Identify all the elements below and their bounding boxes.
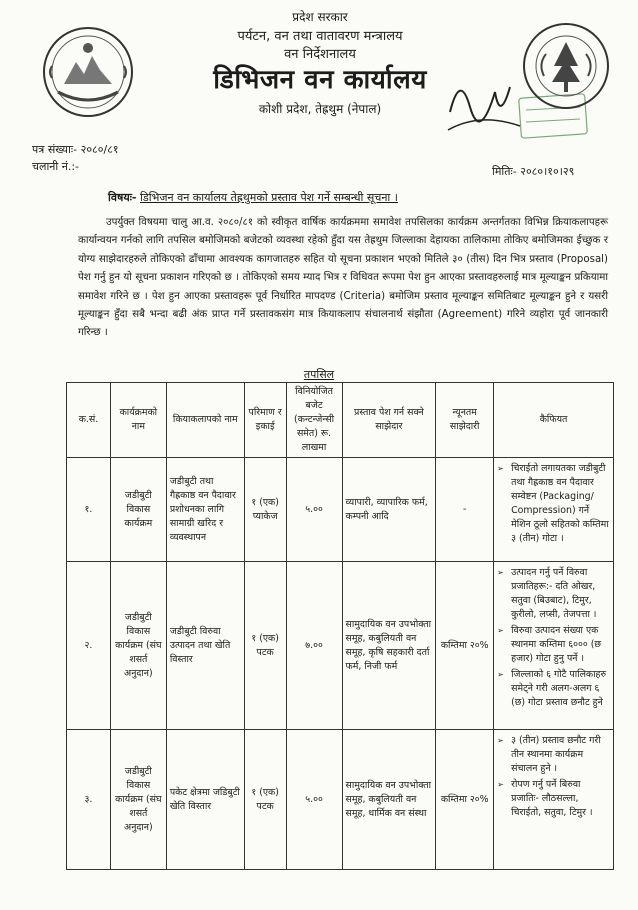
remark-item: ➢ ३ (तीन) प्रस्ताव छनौट गरी तीन स्थानमा कार्यक्रम संचालन हुने ।: [509, 734, 610, 776]
remark-item: ➢ रोपण गर्नु पर्ने बिरुवा प्रजातिः- लौठसल्ला, चिराईतो, सतुवा, टिमुर ।: [509, 778, 610, 820]
table-row: [67, 562, 614, 730]
cell-budget: ५.००: [286, 458, 342, 562]
col-header-share: न्यूनतम साझेदारी: [436, 383, 494, 458]
header-ministry: पर्यटन, वन तथा वातावरण मन्त्रालय: [237, 29, 403, 44]
cell-quantity: १ (एक) पटक: [244, 730, 286, 870]
col-header-budget: विनियोजित बजेट (कन्टन्जेन्सी समेत) रू. लाखमा: [286, 383, 342, 458]
schedule-heading: तपसिल: [303, 368, 335, 381]
table-row: [67, 458, 614, 562]
cell-remarks: [494, 730, 614, 870]
cell-sn: ३.: [67, 730, 111, 870]
dispatch-number: चलानी नं.:-: [32, 160, 80, 173]
col-header-quantity: परिमाण र इकाई: [244, 383, 286, 458]
cell-program: जडीबुटी विकास कार्यक्रम (संघ शसर्त अनुदान): [110, 562, 166, 730]
remark-item: ➢ जिल्लाको ६ गोटै पालिकाहरु समेट्ने गरी अलग-अलग ६ (छ) गोटा प्रस्ताव छनौट हुने: [509, 668, 610, 710]
notice-body: उपर्युक्त विषयमा चालु आ.व. २०८०/८१ को स्वीकृत वार्षिक कार्यक्रममा समावेश तपसिलका कार्यक्रम अन्तर्गतका विभिन्न क्रियाकलापहरू कार्यान्वयन गर्नको लागि तपसिल बमोजिमको बजेटको व्यवस्था रहेको हुँदा यस तेह्रथुम जिल्लाका देहायका तालिकामा तोकिए बमोजिमका ईच्छुक र योग्य साझेदारहरुले तोकिएको ढाँचामा आवश्यक कागजातहरु सहित यो सूचना प्रकाशन भएको मितिले ३० (तीस) दिन भित्र प्रस्ताव (Proposal) पेश गर्नु हुन यो सूचना प्रकाशन गरिएको छ । तोकिएको समय म्याद भित्र र विधिवत रूपमा पेश हुन आएका प्रस्तावहरुलाई मात्र मूल्याङ्कन प्रकियामा समावेश गरिने छ । पेश हुन आएका प्रस्तावहरू पूर्व निर्धारित मापदण्ड (Criteria) बमोजिम प्रस्ताव मूल्याङ्कन समितिबाट मूल्याङ्कन हुने र यसरी मूल्याङ्कन हुँदा सबै भन्दा बढी अंक प्राप्त गर्ने प्रस्तावकसंग मात्र कियाकलाप संचालनार्थ संझौता (Agreement) गरिने व्यहोरा पूर्व जानकारी गरिन्छ ।: [78, 217, 608, 339]
nepal-emblem-icon: [38, 22, 138, 122]
col-header-partner: प्रस्ताव पेश गर्न सक्ने साझेदार: [342, 383, 436, 458]
cell-activity: पकेट क्षेत्रमा जडिबुटी खेति विस्तार: [166, 730, 244, 870]
cell-share: कम्तिमा २०%: [436, 562, 494, 730]
header-directorate: वन निर्देशनालय: [284, 47, 356, 62]
col-header-remarks: कैफियत: [494, 383, 614, 458]
cell-sn: १.: [67, 458, 111, 562]
cell-share: -: [436, 458, 494, 562]
cell-partner: सामुदायिक वन उपभोक्ता समूह, कबुलियती वन समूह, धार्मिक वन संस्था: [342, 730, 436, 870]
cell-budget: ७.००: [286, 562, 342, 730]
cell-quantity: १ (एक) प्याकेज: [244, 458, 286, 562]
cell-partner: सामुदायिक वन उपभोक्ता समूह, कबुलियती वन समूह, कृषि सहकारी दर्ता फर्म, निजी फर्म: [342, 562, 436, 730]
header-office-title: डिभिजन वन कार्यालय: [213, 65, 427, 95]
cell-partner: व्यापारी, व्यापारिक फर्म, कम्पनी आदि: [342, 458, 436, 562]
cell-budget: ५.००: [286, 730, 342, 870]
subject-label: विषयः-: [108, 191, 137, 204]
cell-quantity: १ (एक) पटक: [244, 562, 286, 730]
letter-date: मितिः- २०८०।१०।२९: [492, 165, 575, 178]
cell-activity: जडीबुटी विरुवा उत्पादन तथा खेति विस्तार: [166, 562, 244, 730]
program-table: [66, 382, 614, 870]
cell-activity: जडीबुटी तथा गैह्रकाष्ठ वन पैदावार प्रशोधनका लागि सामाग्री खरिद र व्यवस्थापन: [166, 458, 244, 562]
remark-item: ➢ विरुवा उत्पादन संख्या एक स्थानमा कम्तिमा ६००० (छ हजार) गोटा हुनु पर्ने ।: [509, 624, 610, 666]
header-address: कोशी प्रदेश, तेह्रथुम (नेपाल): [258, 102, 382, 116]
forest-office-logo-icon: [520, 20, 612, 112]
col-header-sn: क.सं.: [67, 383, 111, 458]
cell-sn: २.: [67, 562, 111, 730]
remark-item: ➢ चिराईतो लगायतका जडीबुटी तथा गैह्रकाष्ठ वन पैदावार सम्वेष्टन (Packaging/ Compression) गर्ने मेशिन ठूलो सहितको कम्तिमा ३ (तीन) गोटा ।: [509, 462, 610, 546]
cell-program: जडीबुटी विकास कार्यक्रम: [110, 458, 166, 562]
header-line1: प्रदेश सरकार: [292, 10, 348, 24]
col-header-program: कार्यक्रमको नाम: [110, 383, 166, 458]
table-header-row: [67, 383, 614, 458]
cell-remarks: [494, 458, 614, 562]
subject-text: डिभिजन वन कार्यालय तेह्रथुमको प्रस्ताव पेश गर्ने सम्बन्धी सूचना ।: [140, 191, 398, 204]
cell-program: जडीबुटी विकास कार्यक्रम (संघ शसर्त अनुदान): [110, 730, 166, 870]
table-row: [67, 730, 614, 870]
remark-item: ➢ उत्पादन गर्नु पर्ने विरुवा प्रजातिहरू:- दति ओखर, सतुवा (बिउबाट), टिमुर, कुरीलो, लप्सी, तेजपत्ता ।: [509, 566, 610, 622]
letter-number: पत्र संख्याः- २०८०/८१: [32, 143, 119, 156]
cell-remarks: [494, 562, 614, 730]
subject-line: [108, 190, 398, 205]
cell-share: कम्तिमा २०%: [436, 730, 494, 870]
col-header-activity: कियाकलापको नाम: [166, 383, 244, 458]
